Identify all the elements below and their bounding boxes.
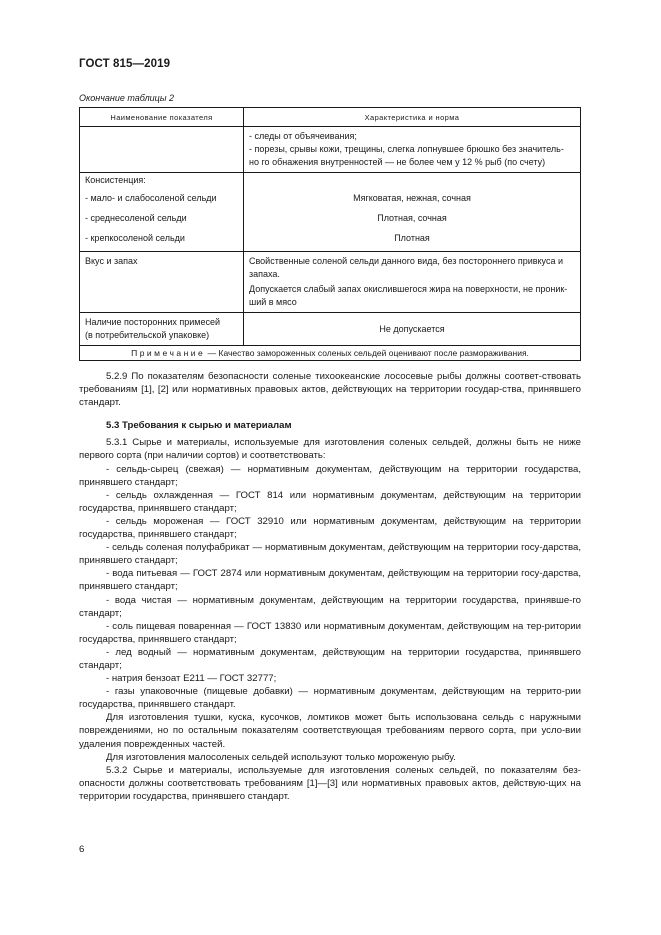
list-item: - вода питьевая — ГОСТ 2874 или нормативным документам, действующим на территории госу-дарства, принявшего стандарт;	[79, 568, 581, 593]
list-item: - сельдь мороженая — ГОСТ 32910 или нормативным документам, действующим на территории государства, принявшего стандарт;	[79, 515, 581, 541]
table-cell	[80, 173, 244, 252]
document-header: ГОСТ 815—2019	[79, 58, 171, 70]
cell-line: запаха.	[249, 269, 280, 279]
list-item: - лед водный — нормативным документам, действующим на территории государства, принявшего стандарт;	[79, 646, 581, 671]
cell-line: ший в мясо	[249, 297, 297, 307]
indicator-table	[79, 107, 581, 361]
cell-text: Вкус и запах	[85, 256, 138, 266]
page-number: 6	[79, 844, 85, 855]
cell-line: - мало- и слабосоленой сельди	[85, 193, 217, 203]
cell-line: - среднесоленой сельди	[85, 213, 187, 223]
list-item: - соль пищевая поваренная — ГОСТ 13830 или нормативным документам, действующим на тер-ритории государства, принявшего стандарт;	[79, 620, 581, 645]
table-row	[80, 313, 581, 346]
table-cell	[244, 173, 581, 252]
table-cell	[80, 127, 244, 173]
table-header-row	[80, 108, 581, 127]
note-label: Примечание	[131, 347, 206, 358]
table-row	[80, 173, 581, 252]
note-text: — Качество замороженных соленых сельдей оценивают после размораживания.	[205, 347, 529, 358]
cell-line: - следы от объячеивания;	[249, 131, 357, 141]
cell-line: Допускается слабый запах окислившегося жира на поверхности, не проник-	[249, 284, 568, 294]
cell-line: но го обнажения внутренностей — не более чем у 12 % рыб (по счету)	[249, 157, 546, 167]
list-item: - вода чистая — нормативным документам, действующим на территории государства, принявше-го стандарт;	[79, 594, 581, 619]
paragraph-5-3-2: 5.3.2 Сырье и материалы, используемые для изготовления соленых сельдей, по показателям без-опасности должны соответствовать требованиям [1]—[3] или нормативных правовых актов, действую-щих на территории государства, принявшего стандарт.	[79, 764, 581, 802]
table-cell	[244, 252, 581, 313]
list-item: - натрия бензоат Е211 — ГОСТ 32777;	[106, 673, 277, 685]
cell-line: Свойственные соленой сельди данного вида, без постороннего привкуса и	[249, 256, 563, 266]
table-cell	[80, 252, 244, 313]
list-item: - сельдь соленая полуфабрикат — нормативным документам, действующим на территории госу-дарства, принявшего стандарт;	[79, 542, 581, 567]
paragraph-low-salt: Для изготовления малосоленых сельдей используют только мороженую рыбу.	[106, 751, 456, 763]
table-note-row	[80, 346, 581, 361]
column-header-indicator: Наименование показателя	[80, 108, 244, 127]
section-heading-5-3: 5.3 Требования к сырью и материалам	[106, 420, 292, 432]
table-cell	[80, 313, 244, 346]
list-item: - сельдь охлажденная — ГОСТ 814 или нормативным документам, действующим на территории государства, принявшего стандарт;	[79, 489, 581, 514]
list-item: - сельдь-сырец (свежая) — нормативным документам, действующим на территории государства, принявшего стандарт;	[79, 463, 581, 488]
cell-line: Мягковатая, нежная, сочная	[353, 193, 471, 203]
column-header-norm: Характеристика и норма	[244, 108, 581, 127]
paragraph-carcass: Для изготовления тушки, куска, кусочков, ломтиков может быть использована сельдь с наружными повреждениями, но по остальным показателям соответствующая требованиям первого сорта, при усло-вии удаления поврежденных частей.	[79, 712, 581, 750]
cell-line: Плотная, сочная	[377, 213, 447, 223]
list-item: - газы упаковочные (пищевые добавки) — нормативным документам, действующим на террито-рии государства, принявшего стандарт.	[79, 686, 581, 711]
table-note	[80, 346, 581, 361]
table-caption: Окончание таблицы 2	[79, 93, 174, 103]
table-row	[80, 127, 581, 173]
cell-line: - порезы, срывы кожи, трещины, слегка лопнувшее брюшко без значитель-	[249, 144, 564, 154]
paragraph-5-3-1: 5.3.1 Сырье и материалы, используемые для изготовления соленых сельдей, должны быть не ниже первого сорта (при наличии сортов) и соответствовать:	[79, 437, 581, 462]
cell-line: Консистенция:	[85, 175, 146, 185]
table-row	[80, 252, 581, 313]
table-cell	[244, 313, 581, 346]
body-text	[79, 370, 581, 803]
cell-line: Наличие посторонних примесей	[85, 317, 221, 327]
cell-text: Не допускается	[379, 323, 445, 334]
cell-line: (в потребительской упаковке)	[85, 330, 210, 340]
paragraph-5-2-9: 5.2.9 По показателям безопасности соленые тихоокеанские лососевые рыбы должны соответ-ствовать требованиям [1], [2] или нормативных правовых актов, действующих на территории государ-ства, принявшего стандарт.	[79, 371, 581, 409]
cell-line: - крепкосоленой сельди	[85, 233, 185, 243]
table-cell	[244, 127, 581, 173]
cell-line: Плотная	[394, 233, 430, 243]
